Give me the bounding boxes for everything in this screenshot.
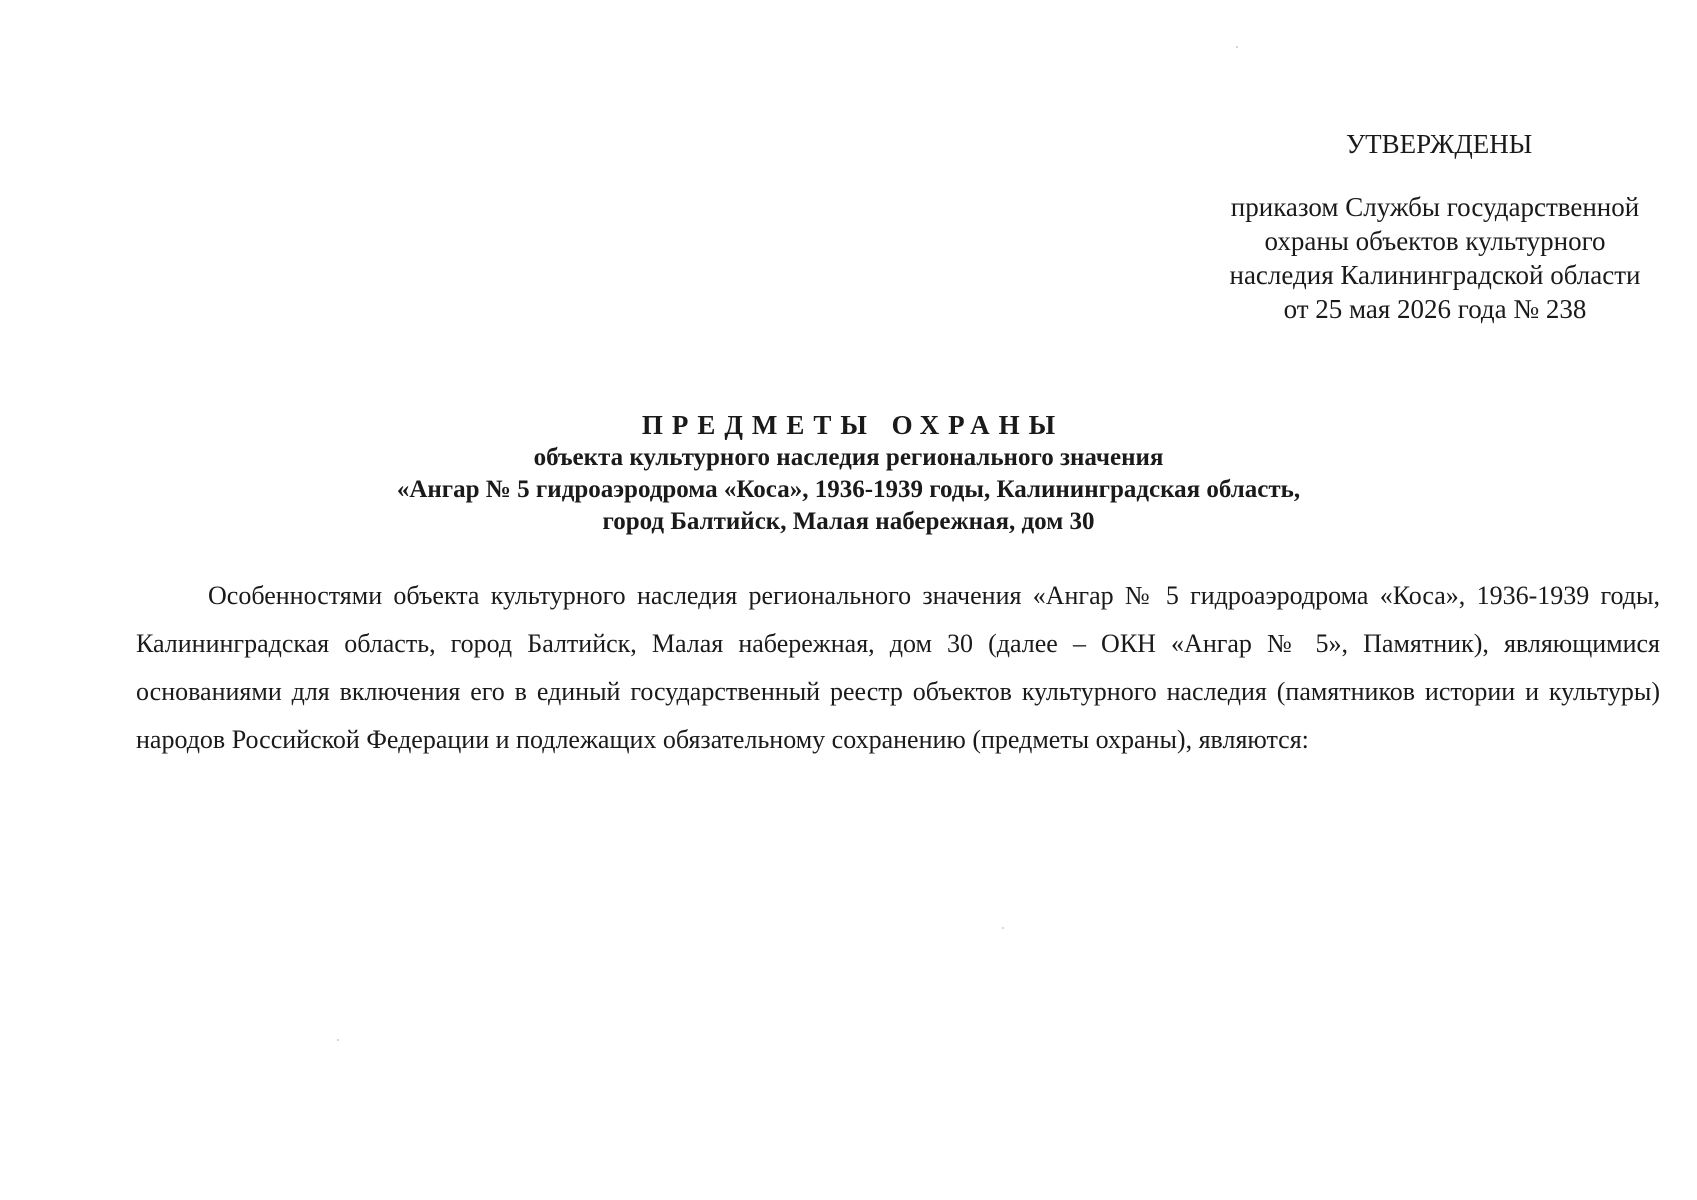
body-paragraph: Особенностями объекта культурного наследия регионального значения «Ангар № 5 гидроаэродрома «Коса», 1936-1939 годы, Калининградская область, город Балтийск, Малая набережная, дом 30 (далее – ОКН «Ангар № 5», Памятник), являющимися основаниями для включения его в единый государственный реестр объектов культурного наследия (памятников истории и культуры) народов Российской Федерации и подлежащих обязательному сохранению (предметы охраны), являются: xyxy=(136,581,1660,754)
document-title: ПРЕДМЕТЫ ОХРАНЫ xyxy=(641,410,1065,440)
approval-order-date: от 25 мая 2026 года № 238 xyxy=(1283,294,1587,324)
scan-speck xyxy=(1236,46,1238,48)
approval-line: охраны объектов культурного xyxy=(1264,226,1606,256)
scan-speck xyxy=(337,1039,339,1041)
approval-line: приказом Службы государственной xyxy=(1230,192,1640,222)
document-title-block xyxy=(0,408,1697,538)
document-subtitle-line: объекта культурного наследия регионального значения xyxy=(533,444,1164,471)
document-subtitle-line: «Ангар № 5 гидроаэродрома «Коса», 1936-1939 годы, Калининградская область, xyxy=(396,476,1301,503)
approval-heading: УТВЕРЖДЕНЫ xyxy=(1346,129,1533,159)
approval-block xyxy=(1205,190,1665,326)
document-subtitle-line: город Балтийск, Малая набережная, дом 30 xyxy=(602,508,1095,535)
approval-line: наследия Калининградской области xyxy=(1229,260,1641,290)
scan-speck xyxy=(1002,927,1004,929)
